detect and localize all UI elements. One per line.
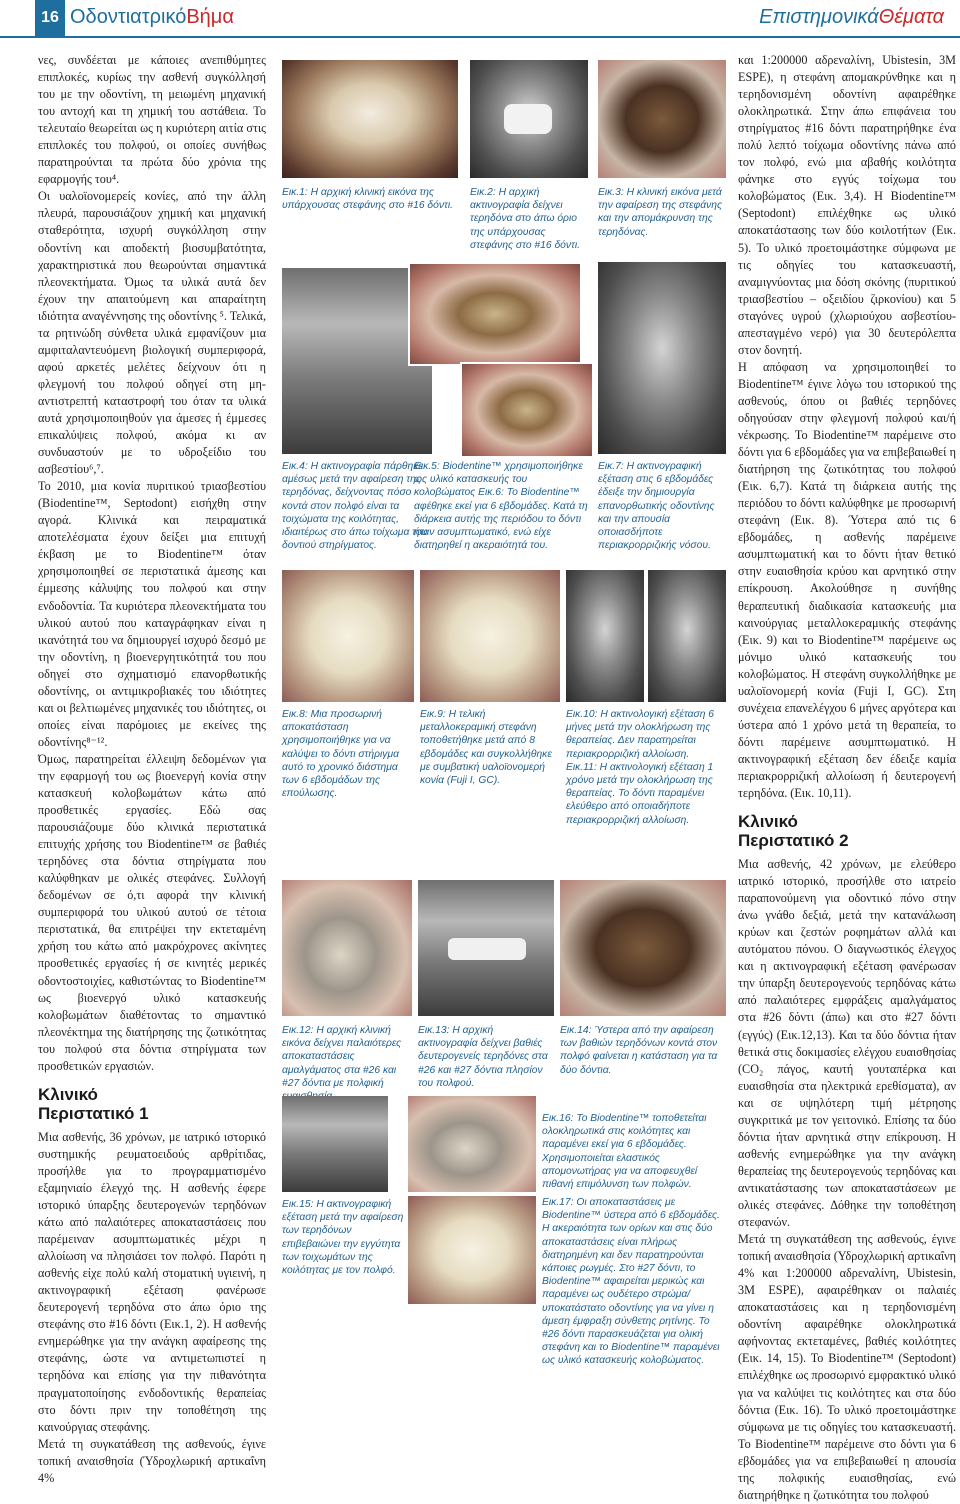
figure-11-xray xyxy=(648,570,726,702)
figure-6-photo xyxy=(460,362,594,458)
figure-4-caption: Εικ.4: Η ακτινογραφία πάρθηκε αμέσως μετά την αφαίρεση της τερηδόνας, δείχνοντας πόσο κοντά στον πολφό είναι τα τοιχώματα της κοιλότητας, ιδιαιτέρως στο άπω τοίχωμα του δοντιού στηρίγματος. xyxy=(282,461,428,552)
figure-10-xray xyxy=(566,570,644,702)
figure-16-photo xyxy=(408,1096,536,1192)
paragraph: Μια ασθενής, 42 χρόνων, με ελεύθερο ιατρικό ιστορικό, προσήλθε στο ιατρείο παραπονούμενη για οδοντικό πόνο στην άνω γνάθο δεξιά, μετά την κατανάλωση κρύων και ζεστών ροφημάτων αλλά και αυτόματου πόνου. Ο διαγνωστικός έλεγχος και η ακτινογραφική εξέταση φανέρωσαν την ύπαρξη δευτερογενούς τερηδόνας κάτω από παλαιότερες εμφράξεις αμαλγάματος στα #26 δόντι (άπω) και στο #27 δόντι (εγγύς) (Εικ.12,13). Και τα δύο δόντια ήταν θετικά στις δοκιμασίες ελέγχου ευαισθησίας (CO₂ πάγος, καυτή γουταπέρκα και ευαισθησία στα ηλεκτρικά ερεθίσματα), αν και σε υψηλότερη τιμή μέτρησης συγκριτικά με τον γειτονικό. Επίσης τα δύο δόντια ήταν αρνητικά στην επίκρουση. Η ασθενής ενημερώθηκε για την ανάγκη θεραπείας της δευτερογενούς τερηδόνας και αντικατάστασης των αποκαταστάσεων με ολικές στεφάνες. Δόθηκε την τοποθέτηση στεφανών. xyxy=(738,857,956,1230)
figure-10-11-caption xyxy=(566,708,726,827)
paragraph: Η απόφαση να χρησιμοποιηθεί το Biodentine™ έγινε λόγω του ιστορικού της ασθενούς, όπου οι βαθιές τερηδόνες οδηγούσαν στην φλεγμονή πολφού και/ή νέκρωσης. Το Biodentine™ παρέμεινε στο δόντι για 6 εβδομάδες για να επιβεβαιωθεί η διατήρηση της ζωτικότητας του πολφού (Εικ. 6,7). Κατά τη διάρκεια αυτής της περιόδου το δόντι καλύφθηκε με προσωρινή στεφάνη (Εικ. 8). Ύστερα από τις 6 εβδομάδες, η ασθενής παρέμεινε ασυμπτωματική και το δόντι ήταν θετικό στην ευαισθησία κρύου και αρνητικό στην επίκρουση. Ακολούθησε η συνήθης θεραπευτική διαδικασία κατασκευής μια καινούργιας μεταλλοκεραμικής στεφάνης (Εικ. 9) και το Biodentine™ παρέμεινε ως μόνιμο υλικό κατασκευής του κολοβώματος. Η στεφάνη συγκολλήθηκε με υαλοϊονομερή κονία (Fuji I, GC). Στη συνέχεια επανελέγχου 6 μήνες αργότερα και ύστερα από 1 χρόνο μετά τη θεραπεία, το δόντι παρέμεινε ασυμπτωματικό. Η ακτινογραφική εξέταση δεν έδειξε καμία περιακρορριζική αλλοίωση ή δευτερογενή τερηδόνα. (Εικ. 10,11). xyxy=(738,359,956,801)
case-1-heading: Κλινικό Περιστατικό 1 xyxy=(38,1084,149,1123)
figure-2-caption: Εικ.2: Η αρχική ακτινογραφία δείχνει τερηδόνα στο άπω όριο της υπάρχουσας στεφάνης στο #16 δόντι. xyxy=(470,187,581,251)
publication-title: ΟδοντιατρικόΒήμα xyxy=(70,6,234,28)
figure-11-caption: Εικ.11: Η ακτινολογική εξέταση 1 χρόνο μετά την ολοκλήρωση της θεραπείας. Το δόντι παραμένει ελεύθερο από οποιαδήποτε περιακρορριζική αλλοίωση. xyxy=(566,761,714,826)
figure-1-photo xyxy=(282,60,458,178)
figure-13-caption: Εικ.13: Η αρχική ακτινογραφία δείχνει βαθιές δευτερογενείς τερηδόνες στα #26 και #27 δόντια πλησίον του πολφού. xyxy=(418,1025,548,1089)
figure-14-photo xyxy=(560,880,726,1016)
header-rule xyxy=(0,36,960,38)
figure-17-caption: Εικ.17: Οι αποκαταστάσεις με Biodentine™ ύστερα από 6 εβδομάδες. Η ακεραιότητα των ορίων και στις δύο αποκαταστάσεις είναι πλήρως διατηρημένη και δεν παρατηρούνται κάποιες ρωγμές. Στο #27 δόντι, το Biodentine™ αφαιρείται μερικώς και παραμένει ως ουδέτερο στρώμα/υποκατάστατο οδοντίνης για να γίνει η άμεση έμφραξη σύνθετης ρητίνης. Το #26 δόντι παρασκευάζεται για ολική στεφάνη και το Biodentine™ παραμένει ως υλικό κατασκευής κολοβώματος. xyxy=(542,1197,720,1367)
figure-7-xray xyxy=(598,262,726,454)
figure-3-photo xyxy=(598,60,726,178)
paragraph: Μετά τη συγκατάθεση της ασθενούς, έγινε τοπική αναισθησία (Ύδροχλωρική αρτικαΐνη 4% xyxy=(38,1436,266,1485)
figure-5-6-caption: Εικ.5: Biodentine™ χρησιμοποιήθηκε ως υλικό κατασκευής του κολοβώματος Εικ.6: Το Biodentine™ αφέθηκε εκεί για 6 εβδομάδες. Κατά τη διάρκεια αυτής της περιόδου το δόντι ήταν ασυμπτωματικό, ενώ είχε διατηρηθεί η ακεραιότητά του. xyxy=(414,461,588,552)
section-title: ΕπιστημονικάΘέματα xyxy=(759,6,944,28)
paragraph: Όμως, παρατηρείται έλλειψη δεδομένων για την εφαρμογή του ως βιοενεργή κονία στην κατασκευή κολοβωμάτων κάτω από προσθετικές εργασίες. Εδώ σας παρουσιάζουμε δύο κλινικά περιστατικά επιτυχής χρήσης του Biodentine™ σε βαθιές τερηδόνες στα δόντια στηρίγματα που καλύφθηκαν με ολικές στεφάνες. Συλλογή δεδομένων σε ό,τι αφορά την κλινική συμπεριφορά του υλικού αυτού σε τέτοια περιστατικά, θα επιτρέψει την εκτεταμένη χρήση του κάτω από μακρόχρονες ακίνητες προσθετικές εργασίες ή σε κινητές μερικές οδοντοστοιχίες, καθιστώντας το Biodentine™ ως βιοενεργό υλικό κατασκευής κολοβωμάτων διαθέτοντας το σημαντικό πλεονέκτημα της διατήρησης της ζωτικότητας του πολφού στα δόντια στηρίγματα των προσθετικών εργασιών. xyxy=(38,751,266,1073)
paragraph: Οι υαλοϊονομερείς κονίες, από την άλλη πλευρά, παρουσιάζουν χημική και μηχανική σταθερότητα, ισχυρή συγκόλληση στην οδοντίνη και αποδεκτή βιοσυμβατότητα, χαρακτηριστικά που θεωρούνται σημαντικά πλεονεκτήματα. Όμως τα υλικά αυτά δεν έχουν την απαιτούμενη και απαραίτητη ιδιότητα αναγέννησης της οδοντίνης ⁵. Τελικά, τα ρητινώδη σύνθετα υλικά εμφανίζουν μια αμφιταλαντευόμενη βιολογική συμπεριφορά, αφού αρκετές μελέτες δείχνουν ότι η φλεγμονή του πολφού οδηγεί στη μη-αντιστρεπτή καταστροφή του όταν τα υλικά αυτά χρησιμοποιηθούν για άμεσες ή έμμεσες επικαλύψεις πολφού, ακόμα κι αν συνδυαστούν με το υδροξείδιο του ασβεστίου⁶,⁷. xyxy=(38,189,266,477)
paragraph: Μια ασθενής, 36 χρόνων, με ιατρικό ιστορικό συστημικής ρευματοειδούς αρθρίτιδας, προσήλθε για το προγραμματισμένο εξαμηνιαίο έλεγχό της. Η ασθενής έφερε ιστορικό ύπαρξης δευτερογενών τερηδόνων κάτω από παλαιότερες αποκαταστάσεις που παρέμειναν ασυμπτωματικές μέχρι η αλλοίωση να πλησιάσει τον πολφό. Παρότι η ασθενής είχε πολύ καλή στοματική υγιεινή, η ακτινογραφική εξέταση φανέρωσε δευτερογενή τερηδόνα στο άπω όριο της στεφάνης στο #16 δόντι (Εικ.1, 2). Η ασθενής ενημερώθηκε για την ανάγκη αφαίρεσης της στεφάνης, ώστε να αντιμετωπιστεί η τερηδόνα και επίσης για την πιθανότητα πραγματοποίησης ενδοδοντικής θεραπείας στο δόντι πριν την τοποθέτηση της καινούργιας στεφάνης. xyxy=(38,1129,266,1434)
figure-16-caption: Εικ.16: Το Biodentine™ τοποθετείται ολοκληρωτικά στις κοιλότητες και παραμένει εκεί για 6 εβδομάδες. Χρησιμοποιείται ελαστικός απομονωτήρας για να αποφευχθεί πιθανή επιμόλυνση των πολφών. xyxy=(542,1113,707,1191)
left-text-column xyxy=(38,52,266,1485)
figure-12-photo xyxy=(282,880,412,1016)
right-text-column xyxy=(738,52,956,1502)
page-number: 16 xyxy=(35,0,65,36)
figure-2-xray xyxy=(470,60,588,178)
paragraph: Μετά τη συγκατάθεση της ασθενούς, έγινε τοπική αναισθησία (Υδροχλωρική αρτικαΐνη 4% και 1:200000 αδρεναλίνη, Ubistesin, 3M ESPE), αφαιρέθηκαν οι παλαιές αποκαταστάσεις και η τερηδονισμένη οδοντίνη αφαιρέθηκε ολοκληρωτικά αφήνοντας εκτεταμένες, βαθιές κοιλότητες (Εικ. 14, 15). Το Biodentine™ (Septodont) επιλέχθηκε ως προσωρινό εμφρακτικό υλικό για να καλύψει τις κοιλότητες και στα δύο δόντια (Εικ. 16). Το υλικό προετοιμάστηκε σύμφωνα με τις οδηγίες του κατασκευαστή. Το Biodentine™ παρέμεινε στο δόντι για 6 εβδομάδες για να επιβεβαιωθεί η απουσία της πολφικής ευαισθησίας, ενώ διατηρήθηκε η ζωτικότητα του πολφού xyxy=(738,1232,956,1502)
paragraph: νες, συνδέεται με κάποιες ανεπιθύμητες επιπλοκές, κυρίως την ασθενή συγκόλλησή του με την οδοντίνη, τη μειωμένη μηχανική του αντοχή και τη χημική του αστάθεια. Το τελευταίο θεωρείται ως η κυριότερη αιτία στις επιπλοκές του πολφού, οι οποίες συνήθως παρατηρούνται τα πρώτα δύο χρόνια της εφαρμογής του⁴. xyxy=(38,53,266,187)
figure-9-caption: Εικ.9: Η τελική μεταλλοκεραμική στεφάνη τοποθετήθηκε μετά από 8 εβδομάδες και συγκολλήθηκε με συμβατική υαλοϊονομερή κονία (Fuji I, GC). xyxy=(420,709,552,787)
paragraph: και 1:200000 αδρεναλίνη, Ubistesin, 3M ESPE), η στεφάνη απομακρύνθηκε και η τερηδονισμένη οδοντίνη αφαιρέθηκε ολοκληρωτικά. Στην άπω επιφάνεια του στηρίγματος #16 δόντι παρατηρήθηκε ένα πολύ λεπτό τοίχωμα οδοντίνης πάνω από τον πολφό, ενώ μια αβαθής κοιλότητα φάνηκε στο εγγύς τοίχωμα του κολοβώματος (Εικ. 3,4). Η Biodentine™ (Septodont) επιλέχθηκε ως υλικό αποκατάστασης των δύο κοιλοτήτων (Εικ. 5). Το υλικό προετοιμάστηκε σύμφωνα με τις οδηγίες του κατασκευαστή, αναμιγνύοντας μια δόση σκόνης (πυριτικού τριασβεστίου – οξειδίου ζιρκονίου) και 5 σταγόνες υγρού (χλωριούχου ασβεστίου- απεσταγμένο νερό) για 30 δευτερόλεπτα στον δονητή. xyxy=(738,53,956,357)
figure-5-photo xyxy=(408,262,582,366)
figure-1-caption: Εικ.1: Η αρχική κλινική εικόνα της υπάρχουσας στεφάνης στο #16 δόντι. xyxy=(282,187,454,212)
figure-9-photo xyxy=(420,570,560,702)
paragraph: Το 2010, μια κονία πυριτικού τριασβεστίου (Biodentine™, Septodont) εισήχθη στην αγορά. Κλινικά και πειραματικά αποτελέσματα έχουν δείξει μια επιτυχή έκβαση με το Biodentine™ όταν χρησιμοποιηθεί σε περιστατικά άμεσης και έμμεσης κάλυψης του πολφού και στην ενδοδοντία. Τα κυριότερα πλεονεκτήματα του υλικού αυτού που καταγράφηκαν είναι η ικανότητά του να δημιουργεί ισχυρό δεσμό με την οδοντίνη, η βιοενεργητικότητά του που οδηγεί στο σχηματισμό επανορθωτικής οδοντίνης, οι αντιμικροβιακές του ιδιότητες και οι βελτιωμένες μηχανικές του ιδιότητες, οι οποίες είναι παρόμοιες με εκείνες της οδοντίνης⁸⁻¹². xyxy=(38,479,266,749)
figure-10-caption: Εικ.10: Η ακτινολογική εξέταση 6 μήνες μετά την ολοκλήρωση της θεραπείας. Δεν παρατηρείται περιακρορριζική αλλοίωση. xyxy=(566,709,715,760)
figure-15-xray xyxy=(282,1096,388,1192)
case-2-heading: Κλινικό Περιστατικό 2 xyxy=(738,812,849,851)
figure-3-caption: Εικ.3: Η κλινική εικόνα μετά την αφαίρεση της στεφάνης και την απομάκρυνση της τερηδόνας. xyxy=(598,187,723,238)
crown-radiopaque xyxy=(504,104,552,134)
figure-17-photo xyxy=(408,1196,536,1304)
figure-8-caption: Εικ.8: Μια προσωρινή αποκατάσταση χρησιμοποιήθηκε για να καλύψει το δόντι στήριγμα αυτό το χρονικό διάστημα των 6 εβδομάδων της επούλωσης. xyxy=(282,709,399,800)
figure-14-caption: Εικ.14: Ύστερα από την αφαίρεση των βαθιών τερηδόνων κοντά στον πολφό φαίνεται η κατάσταση για τα δύο δόντια. xyxy=(560,1025,718,1076)
amalgam-radiopaque xyxy=(448,938,526,960)
figure-7-caption: Εικ.7: Η ακτινογραφική εξέταση στις 6 εβδομάδες έδειξε την δημιουργία επανορθωτικής οδοντίνης και την απουσία οποιασδήποτε περιακρορριζικής νόσου. xyxy=(598,461,715,552)
figure-13-xray xyxy=(418,880,554,1016)
figure-12-caption: Εικ.12: Η αρχική κλινική εικόνα δείχνει παλαιότερες αποκαταστάσεις αμαλγάματος στα #26 και #27 δόντια με πολφική xyxy=(282,1025,402,1089)
figure-15-caption: Εικ.15: Η ακτινογραφική εξέταση μετά την αφαίρεση των τερηδόνων επιβεβαιώνει την εγγύτητα των τοιχωμάτων της κοιλότητας με τον πολφό. xyxy=(282,1199,404,1277)
figure-8-photo xyxy=(282,570,414,702)
